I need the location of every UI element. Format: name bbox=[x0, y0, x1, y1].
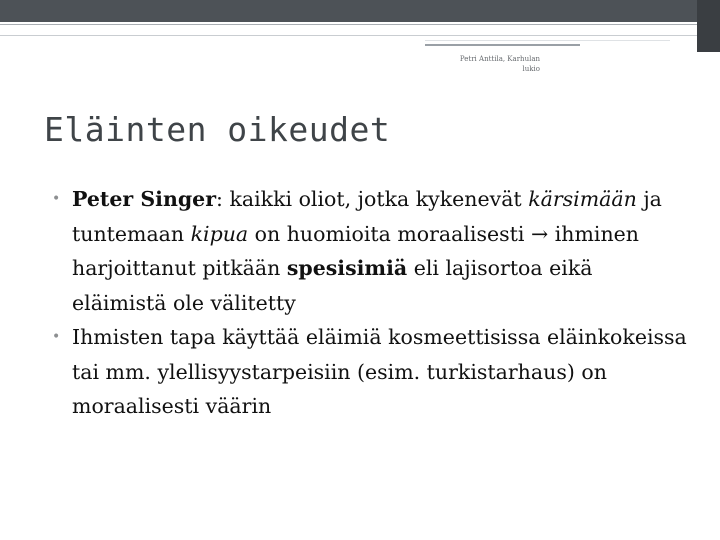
bullet-symbol: • bbox=[52, 329, 61, 345]
header-corner-block bbox=[697, 0, 720, 52]
bullet-item bbox=[52, 182, 692, 320]
header-rule-light bbox=[0, 35, 697, 36]
bullet-text: ja tuntemaan bbox=[72, 187, 662, 246]
bullet-text: on huomioita moraalisesti bbox=[248, 221, 531, 246]
header-rule bbox=[0, 24, 697, 25]
bullet-italic-term: kärsimään bbox=[528, 187, 637, 211]
bullet-text: eli lajisortoa eikä eläimistä ole välitetty bbox=[72, 256, 593, 315]
footer-school: lukio bbox=[522, 65, 540, 73]
slide-title: Eläinten oikeudet bbox=[44, 110, 391, 149]
slide-footer bbox=[428, 54, 540, 74]
bullet-text: Ihmisten tapa käyttää eläimiä kosmeettisissa eläinkokeissa tai mm. ylellisyystarpeisiin (esim. turkistarhaus) on moraalisesti väärin bbox=[72, 325, 687, 418]
bullet-text: : kaikki oliot, jotka kykenevät bbox=[216, 187, 529, 211]
header-bar bbox=[0, 0, 697, 22]
bullet-bold-term: spesisimiä bbox=[286, 256, 408, 280]
bullet-text: ihminen harjoittanut pitkään bbox=[72, 221, 639, 280]
bullet-symbol: • bbox=[52, 191, 61, 207]
bullet-italic-term: kipua bbox=[190, 221, 249, 246]
footer-author: Petri Anttila, Karhulan bbox=[459, 55, 540, 63]
header-rule-faint bbox=[425, 40, 670, 41]
arrow-icon: → bbox=[530, 221, 549, 246]
bullet-name: Peter Singer bbox=[72, 187, 217, 211]
header-accent-rule bbox=[425, 44, 580, 46]
bullet-item bbox=[52, 320, 692, 424]
slide-body bbox=[52, 182, 692, 424]
